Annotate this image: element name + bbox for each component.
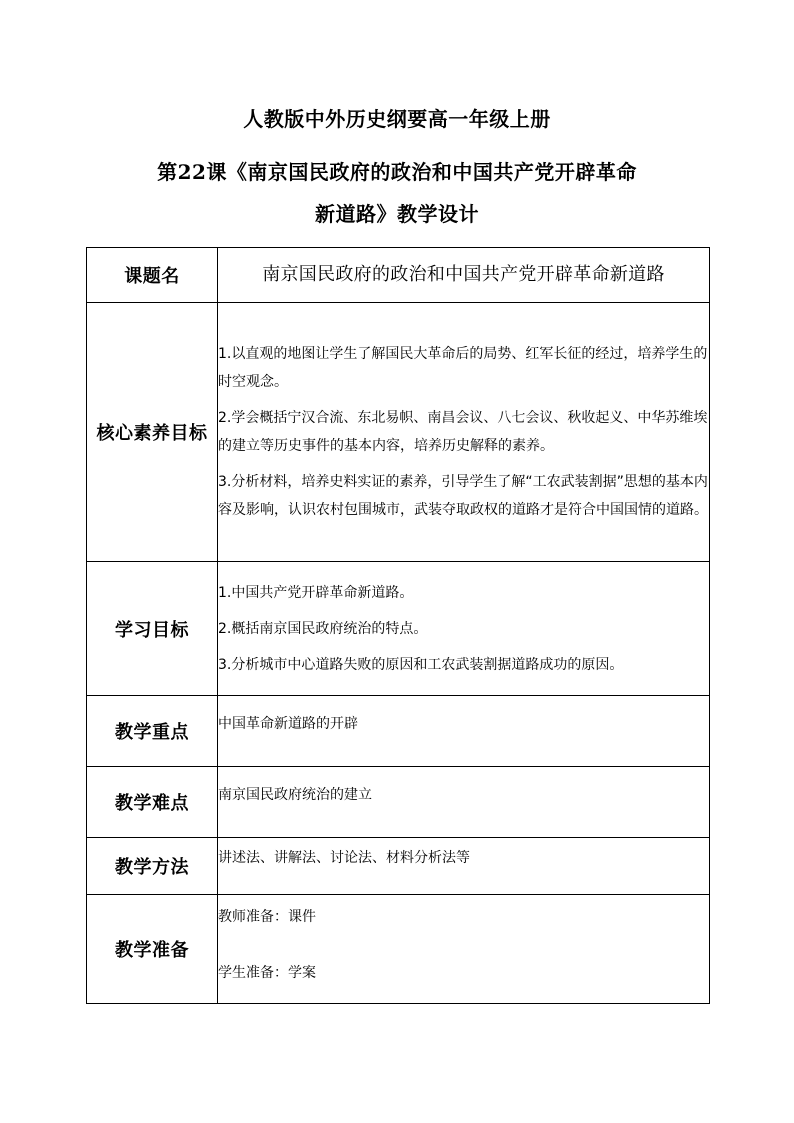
methods-content — [218, 838, 710, 895]
table-row-key-points — [87, 696, 710, 767]
core-literacy-item-1: 1.以直观的地图让学生了解国民大革命后的局势、红军长征的经过，培养学生的时空观念。 — [218, 346, 708, 390]
learning-goal-item-1: 1.中国共产党开辟革命新道路。 — [218, 584, 414, 601]
preparation-content — [218, 895, 710, 1004]
key-points-label: 教学重点 — [87, 696, 218, 767]
difficulties-label: 教学难点 — [87, 767, 218, 838]
lesson-plan-table — [86, 247, 710, 1004]
table-row-core-literacy — [87, 303, 710, 562]
title-line-3: 新道路》教学设计 — [315, 202, 479, 226]
table-row-topic — [87, 248, 710, 303]
key-points-value: 中国革命新道路的开辟 — [218, 716, 358, 732]
core-literacy-label: 核心素养目标 — [87, 303, 218, 562]
title-line-2: 第22课《南京国民政府的政治和中国共产党开辟革命 — [157, 160, 637, 184]
table-row-methods — [87, 838, 710, 895]
topic-value: 南京国民政府的政治和中国共产党开辟革命新道路 — [218, 248, 710, 303]
table-row-difficulties — [87, 767, 710, 838]
difficulties-value: 南京国民政府统治的建立 — [218, 787, 372, 803]
core-literacy-item-2: 2.学会概括宁汉合流、东北易帜、南昌会议、八七会议、秋收起义、中华苏维埃的建立等历史事件的基本内容，培养历史解释的素养。 — [218, 410, 708, 454]
table-row-learning-goals — [87, 562, 710, 696]
key-points-content — [218, 696, 710, 767]
learning-goals-content — [218, 562, 710, 696]
methods-label: 教学方法 — [87, 838, 218, 895]
table-row-preparation — [87, 895, 710, 1004]
preparation-label: 教学准备 — [87, 895, 218, 1004]
topic-label: 课题名 — [87, 248, 218, 303]
title-line-1: 人教版中外历史纲要高一年级上册 — [243, 107, 551, 131]
difficulties-content — [218, 767, 710, 838]
methods-value: 讲述法、讲解法、讨论法、材料分析法等 — [218, 850, 470, 866]
core-literacy-content — [218, 303, 710, 562]
core-literacy-item-3: 3.分析材料，培养史料实证的素养，引导学生了解“工农武装割据”思想的基本内容及影响，认识农村包围城市，武装夺取政权的道路才是符合中国国情的道路。 — [218, 474, 708, 518]
learning-goals-label: 学习目标 — [87, 562, 218, 696]
learning-goal-item-2: 2.概括南京国民政府统治的特点。 — [218, 620, 428, 637]
preparation-teacher: 教师准备：课件 — [218, 909, 316, 925]
preparation-student: 学生准备：学案 — [218, 965, 316, 981]
learning-goal-item-3: 3.分析城市中心道路失败的原因和工农武装割据道路成功的原因。 — [218, 656, 624, 673]
